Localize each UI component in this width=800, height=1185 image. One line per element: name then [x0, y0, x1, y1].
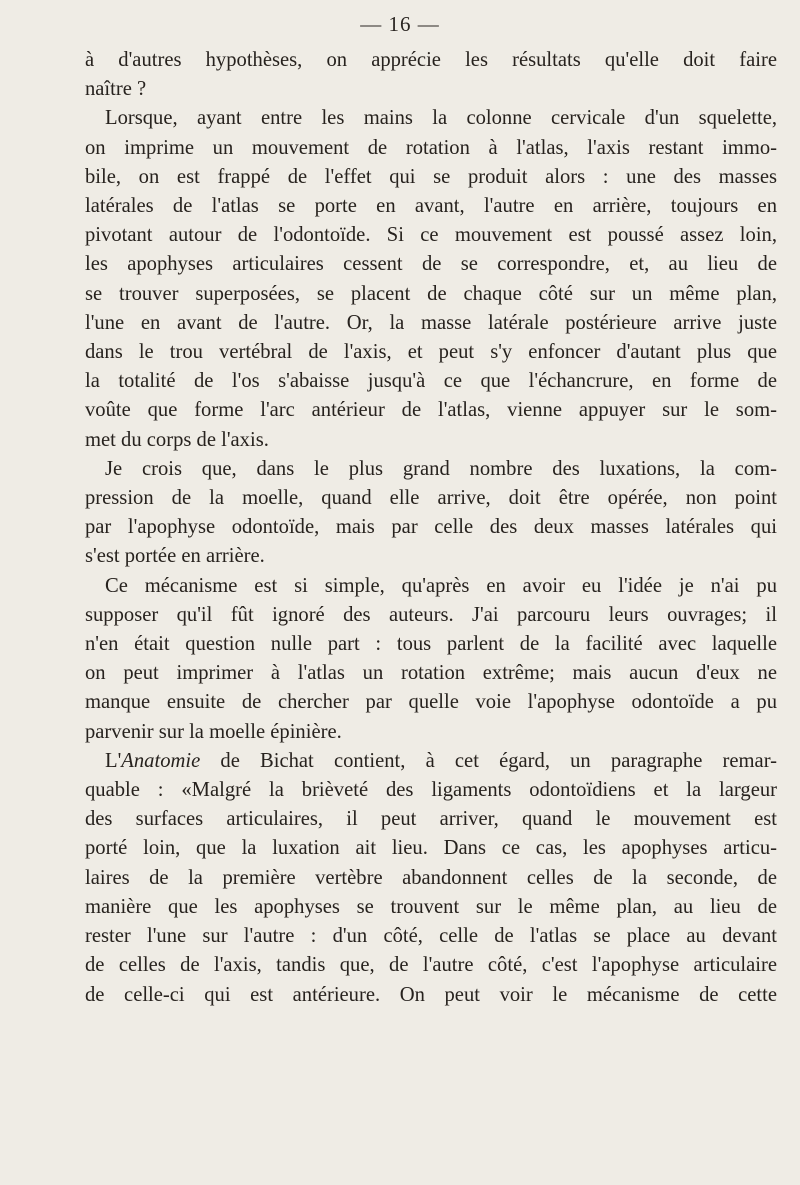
text-line: l'une en avant de l'autre. Or, la masse latérale postérieure arrive juste: [85, 311, 777, 334]
page-number: — 16 —: [360, 12, 440, 36]
paragraph-1: [85, 46, 777, 104]
text-line: de celle-ci qui est antérieure. On peut voir le mécanisme de cette: [85, 983, 777, 1006]
text-line: supposer qu'il fût ignoré des auteurs. J'ai parcouru leurs ouvrages; il: [85, 603, 777, 626]
text-line: les apophyses articulaires cessent de se correspondre, et, au lieu de: [85, 253, 777, 276]
text-line: manque ensuite de chercher par quelle voie l'apophyse odontoïde a pu: [85, 691, 777, 714]
text-line: se trouver superposées, se placent de chaque côté sur un même plan,: [85, 282, 777, 305]
text-line: porté loin, que la luxation ait lieu. Dans ce cas, les apophyses articu-: [85, 837, 777, 860]
text-line: par l'apophyse odontoïde, mais par celle des deux masses latérales qui: [85, 516, 777, 539]
text-line: des surfaces articulaires, il peut arriver, quand le mouvement est: [85, 808, 777, 831]
text-line: voûte que forme l'arc antérieur de l'atlas, vienne appuyer sur le som-: [85, 399, 777, 422]
text-line: la totalité de l'os s'abaisse jusqu'à ce que l'échancrure, en forme de: [85, 370, 777, 393]
text-line: s'est portée en arrière.: [85, 545, 265, 568]
paragraph-4: [85, 572, 777, 747]
text-line: naître ?: [85, 78, 147, 101]
text-fragment: de Bichat contient, à cet égard, un paragraphe remar-: [200, 749, 777, 772]
text-line: laires de la première vertèbre abandonnent celles de la seconde, de: [85, 866, 777, 889]
body-text: [85, 46, 777, 1010]
text-line: Je crois que, dans le plus grand nombre des luxations, la com-: [105, 457, 777, 480]
paragraph-5: [85, 747, 777, 1010]
text-line: on imprime un mouvement de rotation à l'atlas, l'axis restant immo-: [85, 136, 777, 159]
text-line: on peut imprimer à l'atlas un rotation extrême; mais aucun d'eux ne: [85, 662, 777, 685]
text-line: à d'autres hypothèses, on apprécie les résultats qu'elle doit faire: [85, 49, 777, 71]
text-line: dans le trou vertébral de l'axis, et peut s'y enfoncer d'autant plus que: [85, 341, 777, 364]
text-line: latérales de l'atlas se porte en avant, l'autre en arrière, toujours en: [85, 195, 777, 218]
text-line: manière que les apophyses se trouvent sur le même plan, au lieu de: [85, 895, 777, 918]
text-line: pression de la moelle, quand elle arrive, doit être opérée, non point: [85, 487, 777, 510]
text-line: parvenir sur la moelle épinière.: [85, 720, 342, 743]
book-title: Anatomie: [121, 749, 201, 772]
text-line: bile, on est frappé de l'effet qui se produit alors : une des masses: [85, 165, 777, 188]
text-fragment: L': [105, 749, 122, 772]
text-line: pivotant autour de l'odontoïde. Si ce mouvement est poussé assez loin,: [85, 224, 777, 247]
paragraph-2: [85, 104, 777, 454]
text-line: de celles de l'axis, tandis que, de l'autre côté, c'est l'apophyse articulaire: [85, 954, 777, 977]
text-line: rester l'une sur l'autre : d'un côté, celle de l'atlas se place au devant: [85, 925, 777, 948]
text-line: Lorsque, ayant entre les mains la colonne cervicale d'un squelette,: [105, 107, 777, 130]
text-line: n'en était question nulle part : tous parlent de la facilité avec laquelle: [85, 633, 777, 656]
text-line: [85, 747, 777, 776]
text-line: quable : «Malgré la brièveté des ligaments odontoïdiens et la largeur: [85, 779, 777, 802]
text-line: Ce mécanisme est si simple, qu'après en avoir eu l'idée je n'ai pu: [105, 574, 777, 597]
paragraph-3: [85, 455, 777, 572]
text-line: met du corps de l'axis.: [85, 428, 269, 451]
